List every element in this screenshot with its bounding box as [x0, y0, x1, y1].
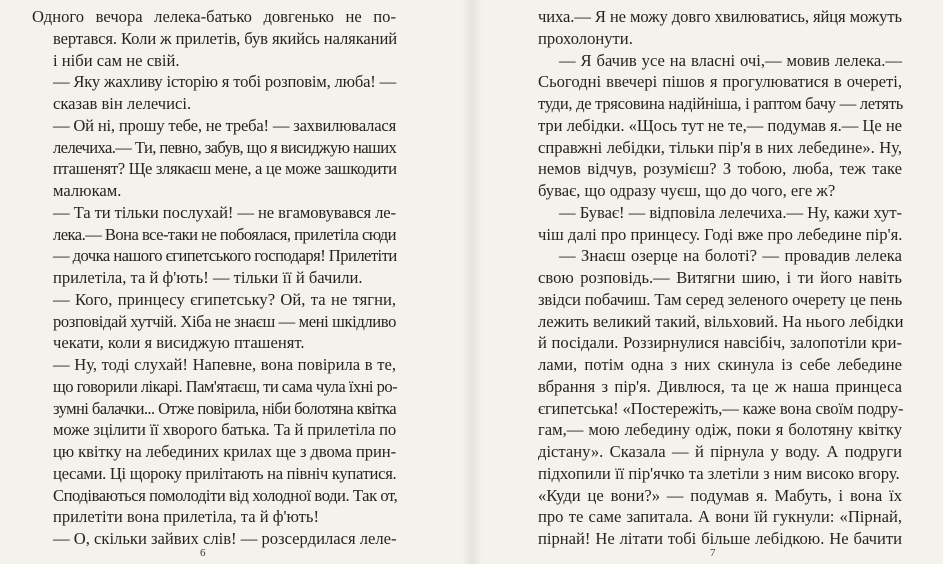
text-line: справжні лебідки, тільки пір'я в них лебедине». Ну, — [538, 137, 902, 157]
text-line: Сподіваються помолодіти від холодної води. Так от, — [53, 485, 398, 505]
text-line: сказав він лелечисі. — [53, 94, 192, 113]
text-line: єгипетська! «Постережіть,— каже вона своїм подру- — [538, 398, 904, 418]
text-line: — Я бачив усе на власні очі,— мовив лелека.— — [559, 50, 902, 70]
text-line: — Ой ні, прошу тебе, не треба! — захвилювалася — [53, 115, 396, 135]
right-page — [472, 0, 943, 564]
text-line: зумні балачки... Отже повірила, ніби болотяна квітка — [53, 398, 396, 418]
text-line: лами, потім одна з них скинула із себе лебедине — [538, 355, 902, 374]
text-line: лежить великий такий, вільховий. На нього лебідки — [538, 311, 904, 331]
text-line: чекати, коли я висиджую пташенят. — [53, 333, 305, 353]
text-line: — Ну, тоді слухай! Напевне, вона повірила в те, — [53, 355, 396, 374]
text-line: — Знаєш озерце на болоті? — провадив лелека — [559, 246, 902, 266]
text-line: цю квітку на лебединих крилах ще з двома прин- — [53, 442, 396, 461]
text-line: вертався. Коли ж прилетів, був якийсь наляканий — [53, 28, 398, 48]
text-line: три лебідки. «Щось тут не те,— подумав я.— Це не — [538, 115, 902, 135]
text-line: — Буває! — відповіла лелечиха.— Ну, кажи хут- — [559, 202, 902, 222]
text-line: туди, де трясовина надійніша, і раптом бачу — летять — [538, 94, 904, 113]
text-line: звідси побачиш. Там серед зеленого очерету це пень — [538, 289, 902, 309]
text-line: й посідали. Роззирнулися навсібіч, залопотіли кри- — [538, 333, 902, 353]
right-page-text — [538, 6, 902, 550]
left-page-text — [32, 6, 396, 550]
text-line: чиха.— Я не можу довго хвилюватись, яйця можуть — [538, 7, 902, 26]
text-line: про те саме запитала. А вони їй гукнули: «Пірнай, — [538, 507, 902, 527]
text-line: лека.— Вона все-таки не побоялася, прилетіла сюди — [53, 224, 396, 244]
text-line: — дочка нашого єгипетського господаря! Прилетіти — [53, 246, 397, 266]
text-line: — О, скільки зайвих слів! — розсердилася леле- — [53, 529, 397, 548]
text-line: дістану». Сказала — й пірнула у воду. А подруги — [538, 442, 902, 461]
text-line: підхопили її пір'ячко та злетіли з ним високо вгору. — [538, 463, 900, 483]
text-line: — Яку жахливу історію я тобі розповім, люба! — — [53, 72, 396, 92]
text-line: — Та ти тільки послухай! — не вгамовувався ле- — [53, 202, 396, 222]
text-line: що говорили лікарі. Пам'ятаєш, ти сама чула їхні ро- — [53, 376, 398, 396]
text-line: буває, що одразу чуєш, що до чого, еге ж? — [538, 181, 836, 200]
text-line: свою розповідь.— Витягни шию, і ти його навіть — [538, 268, 902, 287]
text-line: пірнай! Не літати тобі більше лебідкою. Не бачити — [538, 529, 902, 548]
text-line: малюкам. — [53, 181, 122, 200]
text-line: гам,— мою лебедину одіж, поки я болотяну квітку — [538, 420, 902, 440]
text-line: Сьогодні ввечері пішов я прогулюватися в очереті, — [538, 72, 902, 92]
text-line: цесами. Ці щороку прилітають на північ купатися. — [53, 463, 397, 483]
text-line: розповідай хутчій. Хіба не знаєш — мені шкідливо — [53, 311, 396, 331]
text-line: пташенят? Ще злякаєш мене, а це може зашкодити — [53, 159, 397, 179]
text-line: Одного вечора лелека-батько довгенько не по- — [32, 7, 396, 26]
text-line: лелечиха.— Ти, певно, забув, що я висиджую наших — [53, 137, 397, 157]
left-page-number: 6 — [200, 547, 206, 559]
text-line: і ніби сам не свій. — [53, 50, 180, 70]
text-line: прилетіла, та й ф'ють! — тільки її й бачили. — [53, 268, 363, 287]
text-line: прохолонути. — [538, 28, 633, 48]
text-line: — Кого, принцесу єгипетську? Ой, та не тягни, — [53, 289, 396, 309]
text-line: немов відчув, розумієш? З тобою, люба, теж таке — [538, 159, 902, 179]
text-line: вбрання з пір'я. Дивлюся, та це ж наша принцеса — [538, 376, 902, 396]
text-line: прилетіти вона прилетіла, та й ф'ють! — [53, 507, 320, 527]
text-line: може зцілити її хворого батька. Та й прилетіла по — [53, 420, 396, 440]
text-line: «Куди це вони?» — подумав я. Мабуть, і вона їх — [538, 485, 902, 505]
right-page-number: 7 — [710, 547, 716, 559]
text-line: чіш далі про принцесу. Годі вже про лебедине пір'я. — [538, 224, 903, 244]
